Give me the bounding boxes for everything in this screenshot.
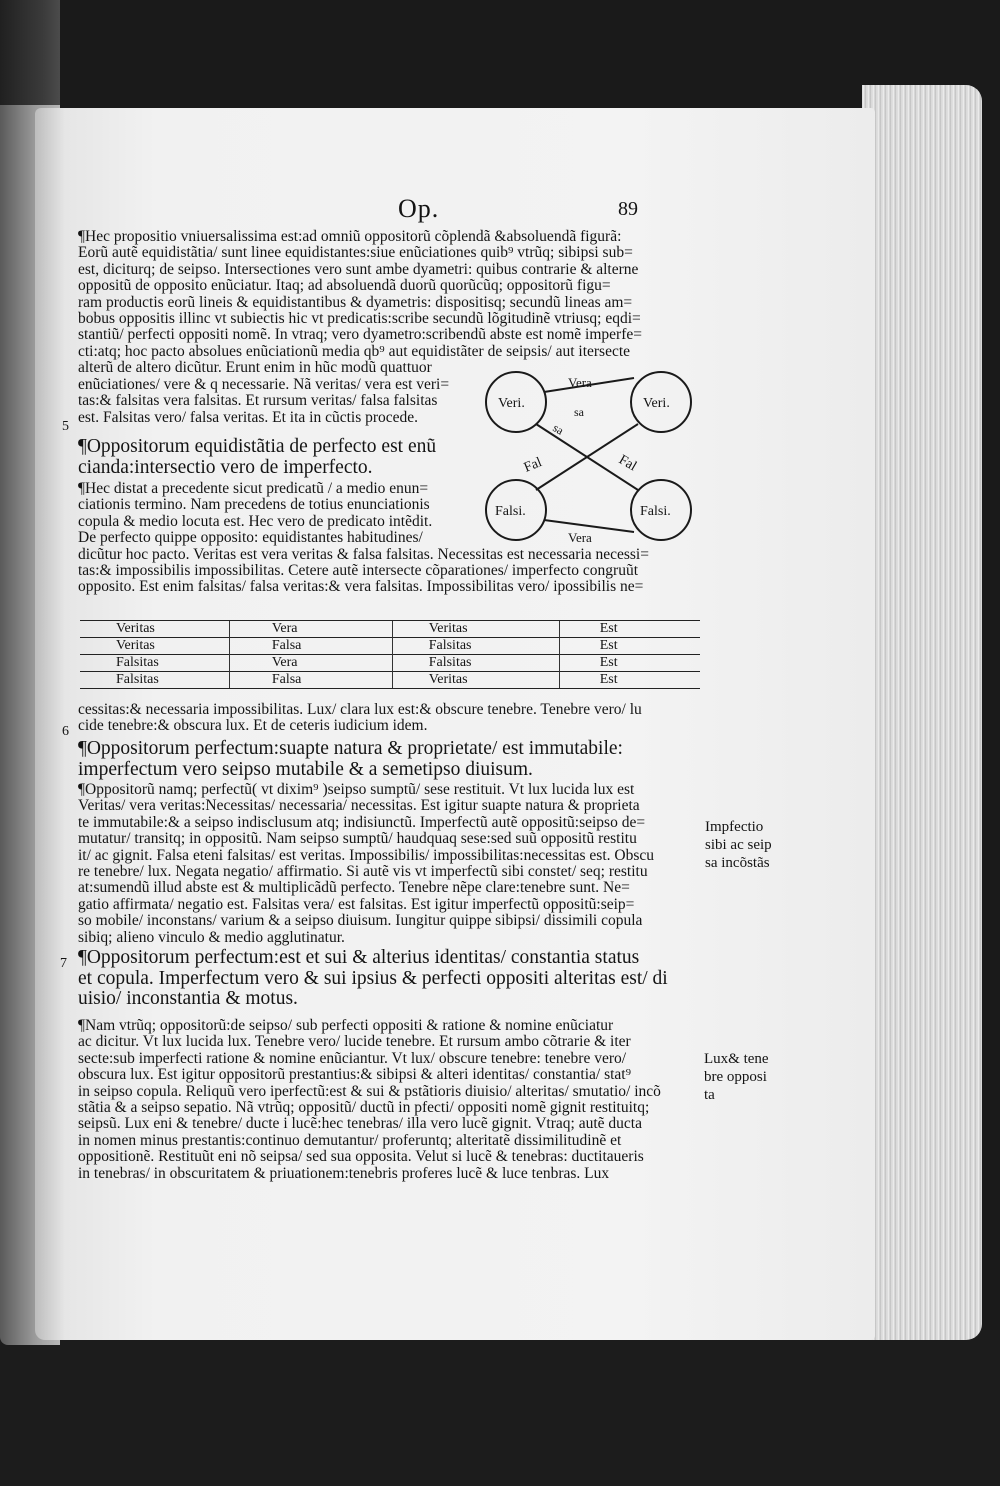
text-line: ram productis eorũ lineis & equidistantibus & dyametris: dispositisq; secundũ lineas am= [78, 293, 633, 311]
text-line: obscura lux. Est igitur oppositorũ prestantius:& sibipsi & alteri identitas/ constantia/ stat⁹ [78, 1066, 631, 1084]
label-vera-top: Vera [568, 375, 592, 390]
margin-note-lux [704, 1050, 769, 1104]
label-falsi-right: Falsi. [640, 504, 671, 519]
text-line: ¶Oppositorũ namq; perfectũ( vt dixim⁹ )seipso sumptũ/ sese restituit. Vt lux lucida lux est [78, 781, 635, 798]
label-falsi-left: Falsi. [495, 504, 526, 519]
heading-line: cianda:intersectio vero de imperfecto. [78, 456, 373, 478]
text-line: est. Falsitas vero/ falsa veritas. Et ita in cũctis procede. [78, 408, 419, 426]
margin-line: Impfectio [705, 819, 764, 835]
margin-note-imperfectio [705, 818, 772, 872]
heading-line: ¶Oppositorum perfectum:suapte natura & proprietate/ est immutabile: [78, 738, 623, 759]
text-line: gatio affirmata/ negatio est. Falsitas vera/ est falsitas. Est igitur imperfectũ oppositũ:seip= [78, 895, 635, 913]
table-cell: Falsa [229, 672, 392, 689]
table-cell: Est [559, 621, 700, 638]
text-line: est, diciturq; de seipso. Intersectiones vero sunt ambe dyametri: quibus contrarie & alterne [78, 260, 639, 278]
opposition-diagram [478, 360, 703, 555]
table-cell: Vera [229, 621, 392, 638]
running-head: Op. [398, 194, 440, 223]
text-line: opposito. Est enim falsitas/ falsa veritas:& vera falsitas. Impossibilitas vero/ ipossibilis ne= [78, 578, 644, 596]
margin-line: sibi ac seip [705, 837, 772, 853]
proposition-heading [78, 437, 436, 478]
heading-line: et copula. Imperfectum vero & sui ipsius & perfecti oppositi alteritas est/ di [78, 967, 668, 989]
text-line: tas:& impossibilis impossibilitas. Cetere autẽ intersecte cõparationes/ imperfecto congruũt [78, 562, 639, 580]
table-cell: Veritas [80, 638, 229, 655]
paragraph-after-table [78, 702, 642, 735]
table-cell: Veritas [80, 621, 229, 638]
page-stack-edge [862, 85, 982, 1340]
paragraph-commentary-6 [78, 782, 654, 946]
table-row [80, 621, 700, 638]
table-row [80, 672, 700, 689]
table-cell: Falsa [229, 638, 392, 655]
text-line: De perfecto quippe opposito: equidistantes habitudines/ [78, 529, 423, 547]
text-line: in tenebras/ in obscuritatem & priuationem:tenebris proferes lucẽ & luce tenbras. Lux [78, 1164, 610, 1182]
heading-line: imperfectum vero seipso mutabile & a semetipso diuisum. [78, 758, 533, 780]
label-vera-bottom: Vera [568, 530, 592, 545]
proposition-heading [78, 739, 623, 780]
text-line: ciationis termino. Nam precedens de totius enunciationis [78, 496, 430, 514]
text-line: alterũ de altero dicũtur. Erunt enim in hũc modũ quattuor [78, 359, 432, 377]
text-line: so mobile/ inconstans/ varium & a seipso diuisum. Iungitur quippe sibipsi/ dissimili copula [78, 912, 643, 930]
proposition-number: 6 [62, 724, 69, 739]
heading-line: uisio/ inconstantia & motus. [78, 988, 298, 1009]
text-line: sibiq; alieno vinculo & medio agglutinatur. [78, 928, 345, 946]
heading-line: ¶Oppositorum perfectum:est et sui & alterius identitas/ constantia status [78, 947, 640, 968]
label-sa-a: sa [550, 420, 567, 438]
text-line: re tenebre/ lux. Negata negatio/ affirmatio. Si autẽ vis vt imperfectũ sibi constet/ seq; restitu [78, 863, 648, 881]
margin-line: bre opposi [704, 1069, 767, 1085]
text-line: ¶Nam vtrũq; oppositorũ:de seipso/ sub perfecti oppositi & ratione & nomine enũciatur [78, 1017, 614, 1034]
table-surface [0, 1330, 1000, 1486]
table-cell: Veritas [392, 672, 559, 689]
proposition-number: 7 [60, 956, 67, 971]
text-line: in seipso copula. Reliquũ vero iperfectũ:est & sui & pstãtioris diuisio/ alteritas/ smutatio/ incõ [78, 1082, 661, 1100]
text-line: mutatur/ transitq; in oppositũ. Nam seipso sumptũ/ haudquaq sese:sed suũ oppositũ restitu [78, 830, 637, 848]
text-line: te immutabile:& a seipso indisclusum atq; indisiunctũ. Imperfectũ autẽ oppositũ:seipso de= [78, 813, 646, 831]
folio-number: 89 [618, 198, 638, 220]
text-line: Eorũ autẽ equidistãtia/ sunt linee equidistantes:siue enũciationes quib⁹ vtrũq; sibipsi sub= [78, 244, 633, 262]
label-veri-right: Veri. [643, 396, 670, 411]
opposition-table [80, 620, 700, 689]
text-line: oppositionẽ. Restituũt eni nõ seipsa/ sed sua opposita. Velut si lucẽ & tenebras: ductitaueris [78, 1148, 644, 1166]
text-line: seipsũ. Lux eni & tenebre/ ducte i lucẽ:hec tenebras/ illa vero lucẽ gignit. Vtraq; autẽ ducta [78, 1115, 642, 1133]
label-fal-right: Fal [616, 452, 639, 475]
text-line: it/ ac gignit. Falsa eteni falsitas/ est veritas. Impossibilis/ impossibilitas:necessitas est. Obscu [78, 846, 655, 864]
text-line: ac dicitur. Vt lux lucida lux. Tenebre vero/ lucide tenebre. Et rursum ambo cõtrarie & iter [78, 1033, 631, 1051]
text-line: at:sumendũ illud abste est & multiplicãdũ perfecto. Tenebre nẽpe clare:tenebre sunt. Ne= [78, 879, 630, 897]
label-fal-left: Fal [521, 455, 545, 476]
table-cell: Est [559, 655, 700, 672]
text-line: bobus oppositis illinc vt subiectis hic vt predicatis:scribe secundũ lõgitudinẽ vtriusq; eqdi= [78, 310, 641, 328]
table-cell: Falsitas [392, 638, 559, 655]
table-cell: Falsitas [80, 655, 229, 672]
text-line: cti:atq; hoc pacto absolues enũciationũ media qb⁹ aut equidistãter de seipsis/ aut itersecte [78, 342, 631, 360]
text-line: ¶Hec propositio vniuersalissima est:ad omniũ oppositorũ cõplendã &absoluendã figurã: [78, 228, 622, 245]
table-row [80, 638, 700, 655]
text-line: copula & medio locuta est. Hec vero de predicato intẽdit. [78, 512, 433, 530]
text-line: ¶Hec distat a precedente sicut predicatũ / a medio enun= [78, 480, 429, 497]
paragraph-commentary-7 [78, 1018, 661, 1182]
table-cell: Est [559, 638, 700, 655]
text-line: Veritas/ vera veritas:Necessitas/ necessaria/ necessitas. Est igitur suapte natura & proprieta [78, 797, 640, 815]
paragraph-mid [78, 377, 449, 426]
table-cell: Veritas [392, 621, 559, 638]
table-row [80, 655, 700, 672]
text-line: stantiũ/ perfecti oppositi nomẽ. In vtraq; vero dyametro:scribendũ abste est nomẽ imperfe= [78, 326, 642, 344]
text-line: enũciationes/ vere & q necessarie. Nã veritas/ vera est veri= [78, 376, 450, 393]
margin-line: ta [704, 1087, 715, 1103]
text-line: oppositũ de opposito enũciatur. Itaq; ad absoluendã duorũ quorũcũq; oppositorũ figu= [78, 277, 611, 295]
text-line: tas:& falsitas vera falsitas. Et rursum veritas/ falsa falsitas [78, 392, 438, 410]
table-cell: Falsitas [80, 672, 229, 689]
margin-line: sa incõstãs [705, 855, 770, 871]
text-line: secte:sub imperfecti ratione & nomine enũciantur. Vt lux/ obscure tenebre: tenebre vero/ [78, 1049, 627, 1067]
text-line: stãtia & a seipso sepatio. Nã vtrũq; oppositũ/ ductũ in pfecti/ oppositi nomẽ gignit restituitq; [78, 1099, 650, 1117]
proposition-heading [78, 948, 668, 1010]
text-line: in nomen minus prestantis:continuo demutantur/ proferuntq; alteritatẽ dissimilitudinẽ et [78, 1131, 622, 1149]
text-line: dicũtur hoc pacto. Veritas est vera veritas & falsa falsitas. Necessitas est necessaria necessi= [78, 545, 649, 563]
text-line: cessitas:& necessaria impossibilitas. Lux/ clara lux est:& obscure tenebre. Tenebre vero/ lu [78, 701, 642, 718]
label-sa-b: sa [574, 405, 584, 419]
margin-line: Lux& tene [704, 1051, 769, 1067]
text-line: cide tenebre:& obscura lux. Et de ceteris iudicium idem. [78, 717, 428, 735]
table-cell: Falsitas [392, 655, 559, 672]
heading-line: ¶Oppositorum equidistãtia de perfecto est enũ [78, 436, 437, 457]
proposition-number: 5 [62, 419, 69, 434]
label-veri-left: Veri. [498, 396, 525, 411]
table-cell: Vera [229, 655, 392, 672]
table-cell: Est [559, 672, 700, 689]
paragraph-top [78, 229, 642, 377]
